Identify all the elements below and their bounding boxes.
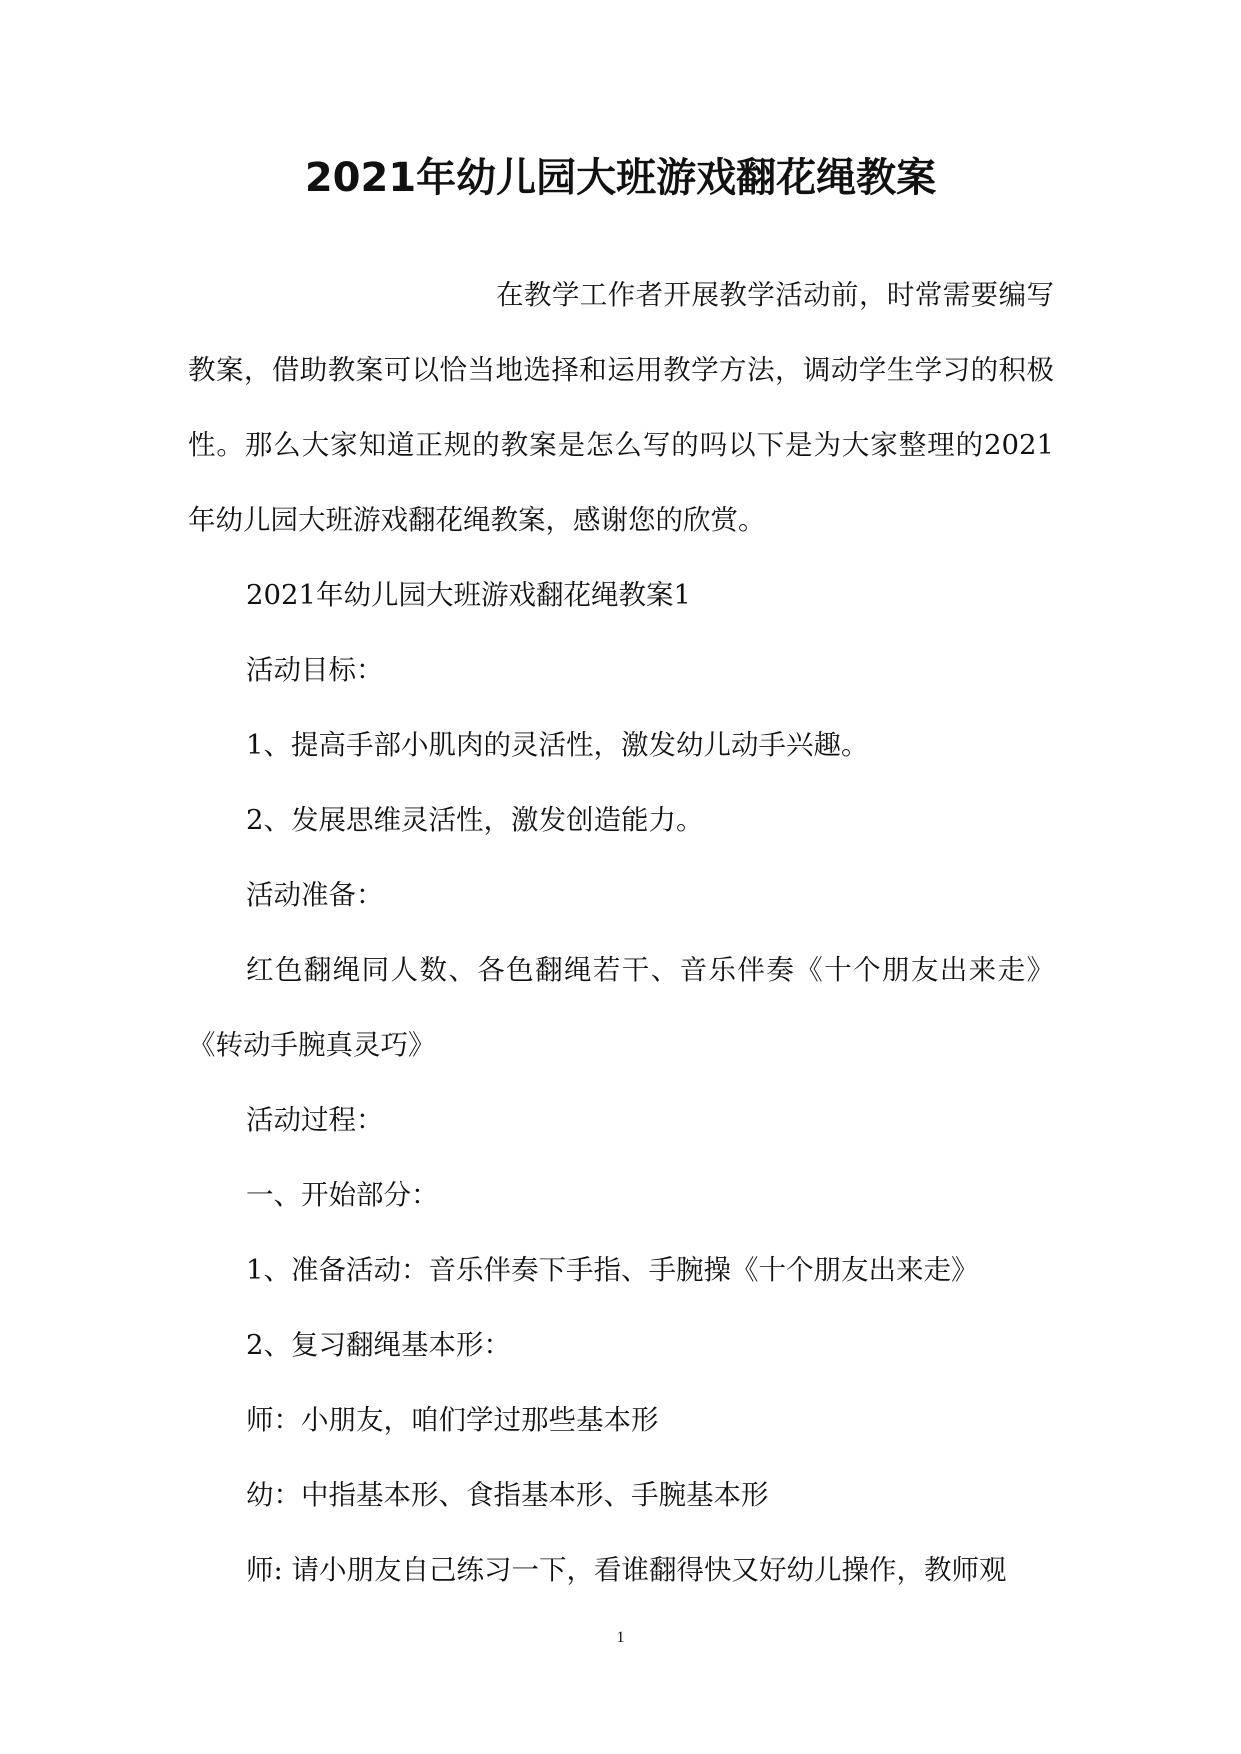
intro-paragraph: 在教学工作者开展教学活动前，时常需要编写教案，借助教案可以恰当地选择和运用教学方法，调动学生学习的积极性。那么大家知道正规的教案是怎么写的吗以下是为大家整理的2021年幼儿园大班游戏翻花绳教案，感谢您的欣赏。 — [188, 279, 1054, 536]
preparation-paragraph: 红色翻绳同人数、各色翻绳若干、音乐伴奏《十个朋友出来走》《转动手腕真灵巧》 — [188, 954, 1054, 1061]
part-one-heading: 一、开始部分： — [246, 1179, 439, 1211]
dialogue-teacher-1: 师：小朋友，咱们学过那些基本形 — [246, 1404, 659, 1436]
goal-item-1: 1、提高手部小肌肉的灵活性，激发幼儿动手兴趣。 — [246, 729, 869, 761]
section-heading: 2021年幼儿园大班游戏翻花绳教案1 — [246, 579, 691, 611]
document-body — [188, 258, 1054, 1608]
dialogue-teacher-2: 师: 请小朋友自己练习一下，看谁翻得快又好幼儿操作，教师观 — [246, 1554, 1007, 1586]
page-number: 1 — [616, 1629, 625, 1646]
process-item-2: 2、复习翻绳基本形： — [246, 1329, 511, 1361]
process-item-1: 1、准备活动：音乐伴奏下手指、手腕操《十个朋友出来走》 — [246, 1254, 979, 1286]
goal-item-2: 2、发展思维灵活性，激发创造能力。 — [246, 804, 704, 836]
dialogue-child-1: 幼：中指基本形、食指基本形、手腕基本形 — [246, 1479, 769, 1511]
document-title: 2021年幼儿园大班游戏翻花绳教案 — [304, 155, 937, 201]
activity-preparation-heading: 活动准备： — [246, 879, 384, 911]
activity-process-heading: 活动过程： — [246, 1104, 384, 1136]
activity-goals-heading: 活动目标： — [246, 654, 384, 686]
